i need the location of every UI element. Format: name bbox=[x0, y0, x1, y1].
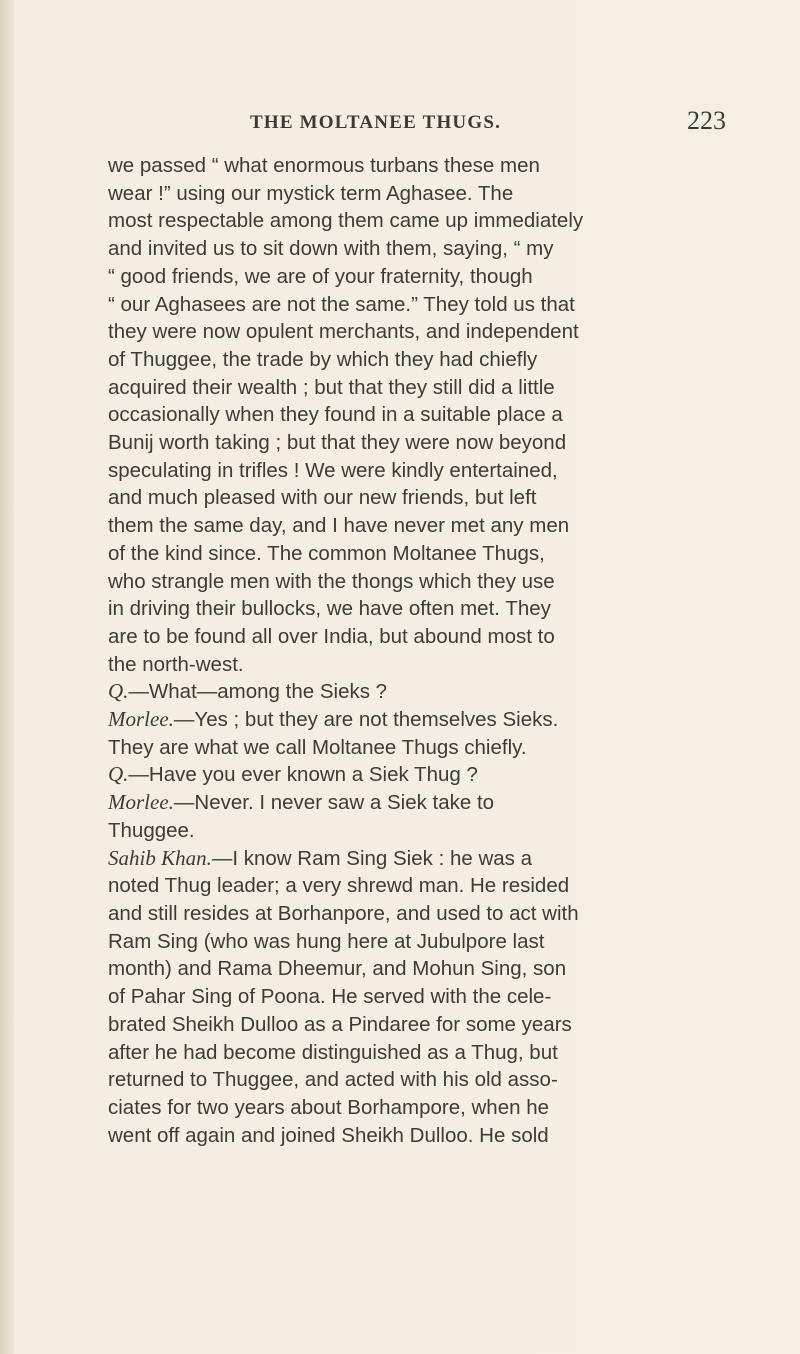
dialogue-text: noted Thug leader; a very shrewd man. He resided bbox=[108, 874, 570, 898]
text-line: we passed “ what enormous turbans these men bbox=[108, 154, 540, 177]
speaker-label: Morlee. bbox=[108, 790, 174, 815]
dialogue-text: brated Sheikh Dulloo as a Pindaree for some years bbox=[108, 1012, 572, 1036]
dialogue-text: —Have you ever known a Siek Thug ? bbox=[128, 763, 478, 787]
dialogue-text: of Pahar Sing of Poona. He served with the cele- bbox=[108, 985, 552, 1009]
dialogue-line bbox=[108, 900, 728, 928]
dialogue-text: and still resides at Borhanpore, and used to act with bbox=[108, 901, 579, 925]
dialogue-line bbox=[108, 789, 728, 817]
dialogue-text: returned to Thuggee, and acted with his old asso- bbox=[108, 1068, 558, 1092]
page-binding-edge bbox=[0, 0, 14, 1354]
dialogue-line bbox=[108, 845, 728, 873]
dialogue-line bbox=[108, 928, 728, 956]
dialogue-line bbox=[108, 1066, 728, 1094]
text-line: who strangle men with the thongs which they use bbox=[108, 569, 555, 593]
dialogue-line bbox=[108, 761, 728, 789]
dialogue-line bbox=[108, 734, 728, 762]
speaker-label: Q. bbox=[108, 762, 129, 787]
dialogue-text: —I know Ram Sing Siek : he was a bbox=[211, 846, 533, 870]
dialogue-line bbox=[108, 1094, 728, 1122]
dialogue-text: —Never. I never saw a Siek take to bbox=[173, 791, 495, 815]
speaker-label: Q. bbox=[108, 679, 129, 704]
text-line: them the same day, and I have never met any men bbox=[108, 514, 570, 538]
speaker-label: Sahib Khan. bbox=[108, 845, 212, 870]
page-number: 223 bbox=[687, 106, 726, 135]
text-line: the north-west. bbox=[108, 652, 244, 676]
text-line: wear !” using our mystick term Aghasee. The bbox=[108, 181, 514, 205]
dialogue-line bbox=[108, 817, 728, 845]
dialogue-line bbox=[108, 1122, 728, 1150]
header-title: THE MOLTANEE THUGS. bbox=[250, 112, 502, 133]
text-line: of the kind since. The common Moltanee Thugs, bbox=[108, 541, 545, 565]
text-line: are to be found all over India, but abound most to bbox=[108, 624, 555, 648]
dialogue-line bbox=[108, 1011, 728, 1039]
body-text bbox=[108, 152, 728, 1149]
dialogue-text: ciates for two years about Borhampore, when he bbox=[108, 1095, 549, 1119]
text-line: “ good friends, we are of your fraternity, though bbox=[108, 264, 533, 288]
text-line: Bunij worth taking ; but that they were now beyond bbox=[108, 431, 567, 455]
dialogue-text: month) and Rama Dheemur, and Mohun Sing, son bbox=[108, 957, 567, 981]
speaker-label: Morlee. bbox=[108, 707, 174, 732]
text-line: and invited us to sit down with them, saying, “ my bbox=[108, 237, 554, 261]
text-line: speculating in trifles ! We were kindly entertained, bbox=[108, 458, 558, 482]
text-line: they were now opulent merchants, and independent bbox=[108, 320, 579, 344]
dialogue-text: —Yes ; but they are not themselves Sieks. bbox=[173, 708, 559, 732]
dialogue-line bbox=[108, 678, 728, 706]
text-line: occasionally when they found in a suitable place a bbox=[108, 403, 563, 427]
text-line: “ our Aghasees are not the same.” They told us that bbox=[108, 292, 575, 316]
running-head bbox=[100, 106, 730, 138]
dialogue-line bbox=[108, 872, 728, 900]
dialogue-line bbox=[108, 706, 728, 734]
text-line: in driving their bullocks, we have often met. They bbox=[108, 597, 551, 621]
dialogue-line bbox=[108, 955, 728, 983]
dialogue-text: Thuggee. bbox=[108, 818, 195, 842]
dialogue-text: after he had become distinguished as a Thug, but bbox=[108, 1040, 558, 1064]
text-line: of Thuggee, the trade by which they had chiefly bbox=[108, 347, 538, 371]
text-line: most respectable among them came up immediately bbox=[108, 209, 584, 233]
dialogue-text: —What—among the Sieks ? bbox=[128, 680, 388, 704]
dialogue-text: Ram Sing (who was hung here at Jubulpore last bbox=[108, 929, 545, 953]
narrative-paragraph bbox=[108, 152, 728, 678]
dialogue-line bbox=[108, 1039, 728, 1067]
dialogue-text: went off again and joined Sheikh Dulloo. He sold bbox=[108, 1123, 549, 1147]
text-line: and much pleased with our new friends, but left bbox=[108, 486, 537, 510]
dialogue-line bbox=[108, 983, 728, 1011]
dialogue bbox=[108, 678, 728, 1149]
text-line: acquired their wealth ; but that they still did a little bbox=[108, 375, 555, 399]
dialogue-text: They are what we call Moltanee Thugs chiefly. bbox=[108, 735, 527, 759]
